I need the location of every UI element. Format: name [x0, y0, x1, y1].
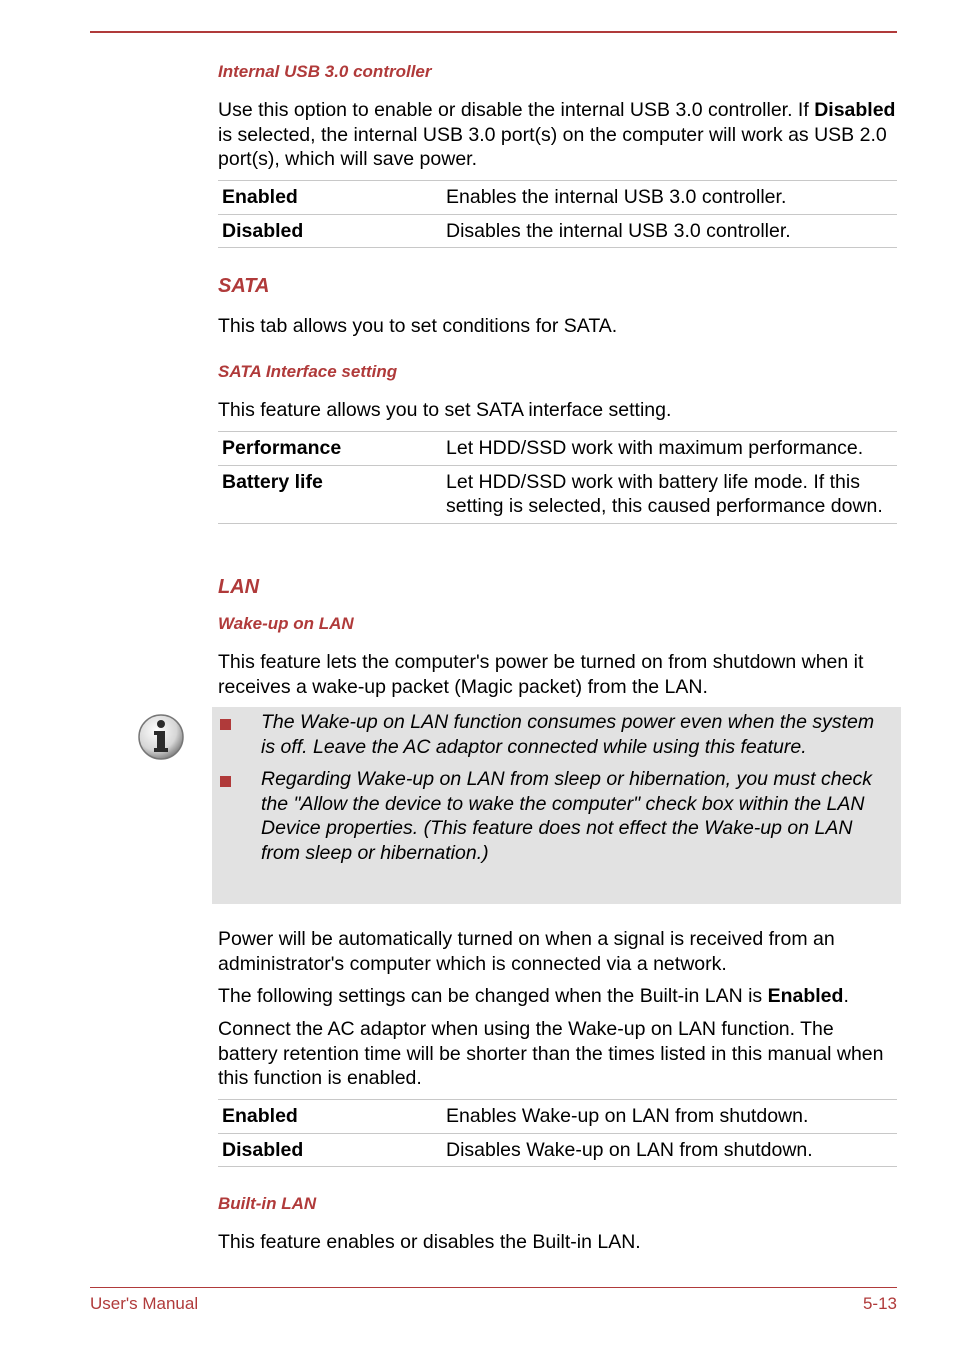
- table-row: [218, 432, 897, 466]
- table-row: [218, 181, 897, 215]
- usb-heading: Internal USB 3.0 controller: [218, 62, 432, 81]
- sata-interface-heading: SATA Interface setting: [218, 362, 398, 381]
- builtin-lan-heading: Built-in LAN: [218, 1194, 317, 1213]
- sata-interface-intro: This feature allows you to set SATA interface setting.: [218, 399, 672, 421]
- lan-para-2: The following settings can be changed when the Built-in LAN is Enabled.: [218, 985, 849, 1007]
- table-row: [218, 1100, 897, 1134]
- wake-on-lan-heading: Wake-up on LAN: [218, 614, 354, 633]
- bullet-icon: [220, 776, 231, 787]
- option-key: Enabled: [218, 181, 442, 215]
- option-value: Disables the internal USB 3.0 controller.: [442, 214, 897, 248]
- wake-on-lan-intro: This feature lets the computer's power be turned on from shutdown when it receives a wake-up packet (Magic packet) from the LAN.: [218, 651, 864, 698]
- table-row: [218, 1133, 897, 1167]
- option-key: Disabled: [218, 214, 442, 248]
- footer-rule: [90, 1287, 897, 1288]
- option-value: Let HDD/SSD work with maximum performance.: [442, 432, 897, 466]
- option-value: Disables Wake-up on LAN from shutdown.: [442, 1133, 897, 1167]
- sata-options-table: [218, 431, 897, 524]
- sata-heading: SATA: [218, 275, 270, 297]
- option-key: Battery life: [218, 465, 442, 523]
- table-row: [218, 465, 897, 523]
- builtin-lan-intro: This feature enables or disables the Built-in LAN.: [218, 1231, 641, 1253]
- note-list: [212, 710, 901, 873]
- list-item: The Wake-up on LAN function consumes power even when the system is off. Leave the AC adaptor connected while using this feature.: [212, 710, 901, 759]
- header-rule: [90, 31, 897, 33]
- option-value: Enables Wake-up on LAN from shutdown.: [442, 1100, 897, 1134]
- option-key: Enabled: [218, 1100, 442, 1134]
- lan-para-3: Connect the AC adaptor when using the Wake-up on LAN function. The battery retention time will be shorter than the times listed in this manual when this function is enabled.: [218, 1018, 884, 1089]
- list-item: Regarding Wake-up on LAN from sleep or hibernation, you must check the "Allow the device to wake the computer" check box within the LAN Device properties. (This feature does not effect the Wake-up on LAN from sleep or hibernation.): [212, 767, 901, 865]
- usb-intro: Use this option to enable or disable the internal USB 3.0 controller. If Disabled is selected, the internal USB 3.0 port(s) on the computer will work as USB 2.0 port(s), which will save power.: [218, 99, 896, 170]
- option-value: Enables the internal USB 3.0 controller.: [442, 181, 897, 215]
- usb-options-table: [218, 180, 897, 248]
- lan-para-1: Power will be automatically turned on when a signal is received from an administrator's computer which is connected via a network.: [218, 928, 835, 975]
- info-icon: [137, 713, 185, 761]
- sata-intro: This tab allows you to set conditions for SATA.: [218, 315, 618, 337]
- page-number: 5-13: [862, 1294, 897, 1313]
- option-key: Disabled: [218, 1133, 442, 1167]
- table-row: [218, 214, 897, 248]
- option-value: Let HDD/SSD work with battery life mode. If this setting is selected, this caused performance down.: [442, 465, 897, 523]
- note-box: [212, 707, 901, 904]
- footer-title: User's Manual: [90, 1294, 199, 1313]
- lan-options-table: [218, 1099, 897, 1167]
- option-key: Performance: [218, 432, 442, 466]
- lan-heading: LAN: [218, 576, 260, 598]
- bullet-icon: [220, 719, 231, 730]
